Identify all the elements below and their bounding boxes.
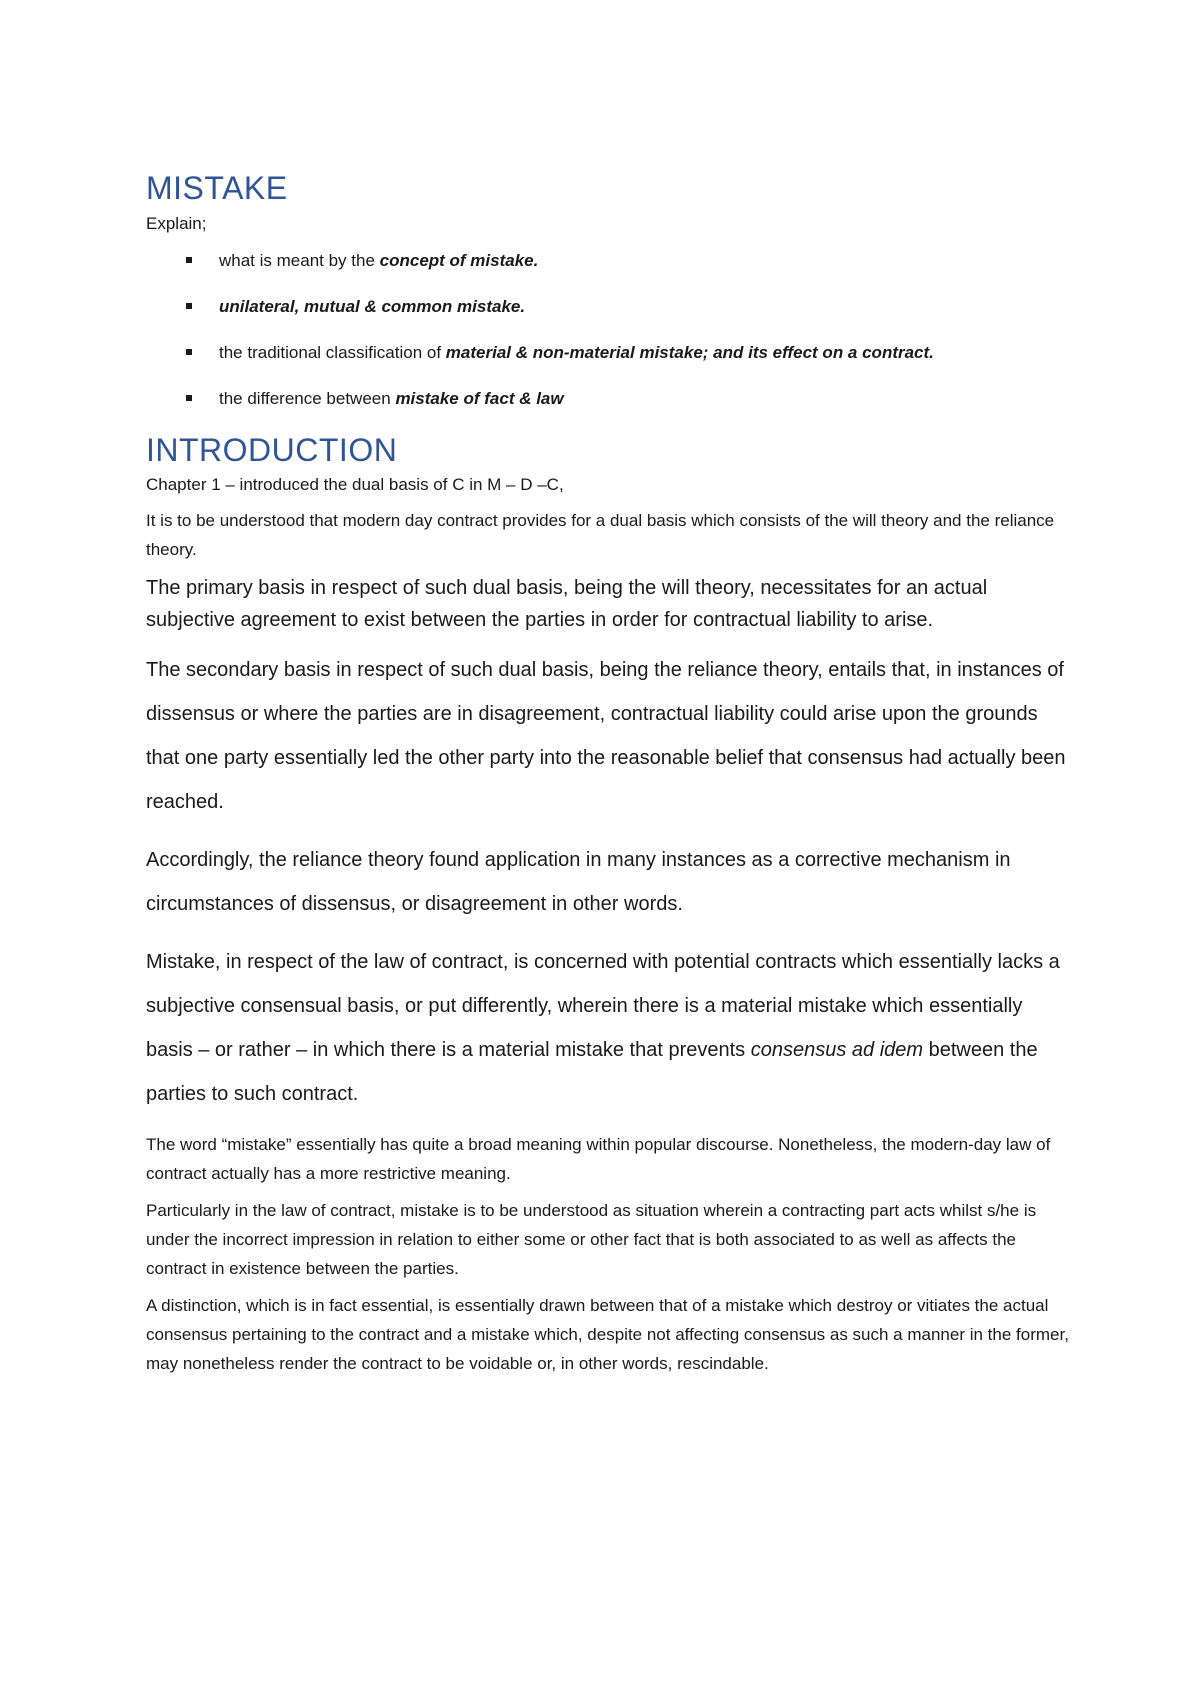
doc-title: MISTAKE xyxy=(146,170,288,206)
paragraph: Mistake, in respect of the law of contract, is concerned with potential contracts which essentially lacks a subjective consensual basis, or put differently, wherein there is a material mistake which essentially basis – or rather – in which there is a material mistake that prevents consensus ad idem between the parties to such contract. xyxy=(146,951,1060,1105)
list-item: the traditional classification of material & non-material mistake; and its effect on a contract. xyxy=(146,338,1071,367)
list-item: what is meant by the concept of mistake. xyxy=(146,246,1071,275)
square-bullet-icon xyxy=(186,349,192,355)
task-list xyxy=(146,246,1071,413)
square-bullet-icon xyxy=(186,257,192,263)
paragraph: A distinction, which is in fact essential, is essentially drawn between that of a mistake which destroy or vitiates the actual consensus pertaining to the contract and a mistake which, despite not affecting consensus as such a manner in the former, may nonetheless render the contract to be voidable or, in other words, rescindable. xyxy=(146,1296,1069,1373)
list-item: the difference between mistake of fact & law xyxy=(146,384,1071,413)
chapter-note: Chapter 1 – introduced the dual basis of C in M – D –C, xyxy=(146,475,564,494)
list-item: unilateral, mutual & common mistake. xyxy=(146,292,1071,321)
intro-text: Explain; xyxy=(146,214,207,233)
paragraph: Accordingly, the reliance theory found application in many instances as a corrective mechanism in circumstances of dissensus, or disagreement in other words. xyxy=(146,849,1011,915)
section-heading: INTRODUCTION xyxy=(146,432,398,468)
square-bullet-icon xyxy=(186,395,192,401)
document-body xyxy=(146,168,1071,1386)
paragraph: It is to be understood that modern day contract provides for a dual basis which consists of the will theory and the reliance theory. xyxy=(146,511,1055,559)
paragraph: Particularly in the law of contract, mistake is to be understood as situation wherein a contracting part acts whilst s/he is under the incorrect impression in relation to either some or other fact that is both associated to as well as affects the contract in existence between the parties. xyxy=(146,1201,1037,1278)
square-bullet-icon xyxy=(186,303,192,309)
paragraph: The word “mistake” essentially has quite a broad meaning within popular discourse. Nonetheless, the modern-day law of contract actually has a more restrictive meaning. xyxy=(146,1135,1051,1183)
paragraph: The secondary basis in respect of such dual basis, being the reliance theory, entails that, in instances of dissensus or where the parties are in disagreement, contractual liability could arise upon the grounds that one party essentially led the other party into the reasonable belief that consensus had actually been reached. xyxy=(146,659,1066,813)
paragraph: The primary basis in respect of such dual basis, being the will theory, necessitates for an actual subjective agreement to exist between the parties in order for contractual liability to arise. xyxy=(146,577,988,631)
